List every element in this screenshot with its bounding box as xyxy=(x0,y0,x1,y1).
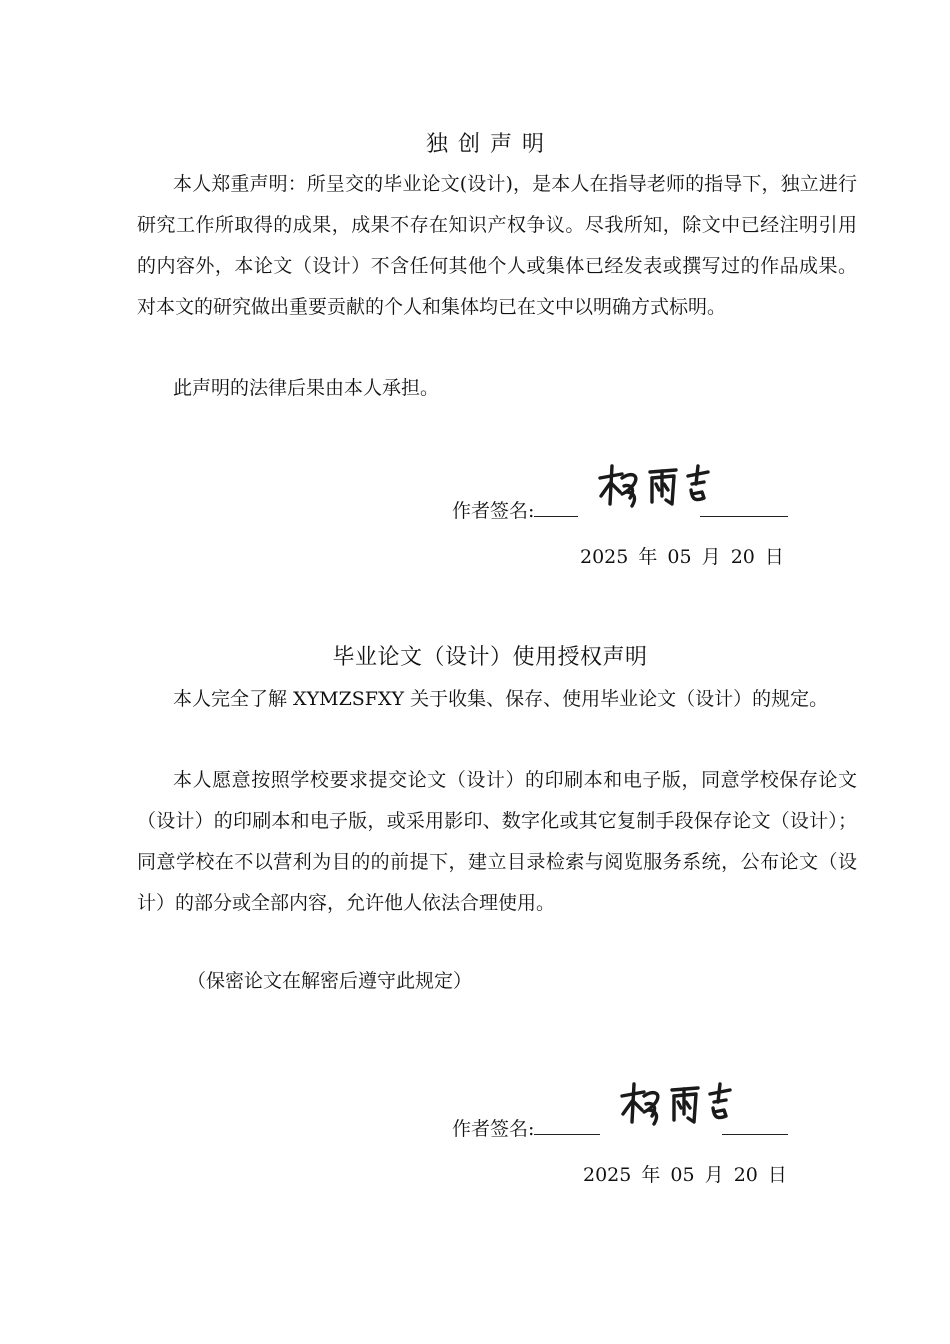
authorization-title: 毕业论文（设计）使用授权声明 xyxy=(332,645,648,670)
signature-label: 作者签名: xyxy=(452,500,535,522)
signature-blank xyxy=(534,494,578,517)
authorization-date: 2025 年 05 月 20 日 xyxy=(583,1164,787,1186)
originality-paragraph-2: 此声明的法律后果由本人承担。 xyxy=(173,377,440,399)
signature-blank xyxy=(534,1112,600,1135)
handwritten-signature xyxy=(618,1080,734,1130)
originality-paragraph-1: 本人郑重声明：所呈交的毕业论文(设计)，是本人在指导老师的指导下，独立进行研究工作所取得的成果，成果不存在知识产权争议。尽我所知，除文中已经注明引用的内容外，本论文（设计）不含任何其他个人或集体已经发表或撰写过的作品成果。对本文的研究做出重要贡献的个人和集体均已在文中以明确方式标明。 xyxy=(137,173,857,318)
originality-title: 独创声明 xyxy=(425,132,554,157)
originality-date: 2025 年 05 月 20 日 xyxy=(580,546,784,568)
handwritten-signature xyxy=(596,462,712,512)
signature-label: 作者签名: xyxy=(452,1118,535,1140)
authorization-paragraph-1: 本人完全了解 XYMZSFXY 关于收集、保存、使用毕业论文（设计）的规定。 xyxy=(173,688,829,710)
confidential-note: （保密论文在解密后遵守此规定） xyxy=(187,970,473,992)
signature-blank xyxy=(700,494,788,517)
authorization-paragraph-2: 本人愿意按照学校要求提交论文（设计）的印刷本和电子版，同意学校保存论文（设计）的印刷本和电子版，或采用影印、数字化或其它复制手段保存论文（设计）；同意学校在不以营利为目的的前提下，建立目录检索与阅览服务系统，公布论文（设计）的部分或全部内容，允许他人依法合理使用。 xyxy=(137,769,857,914)
